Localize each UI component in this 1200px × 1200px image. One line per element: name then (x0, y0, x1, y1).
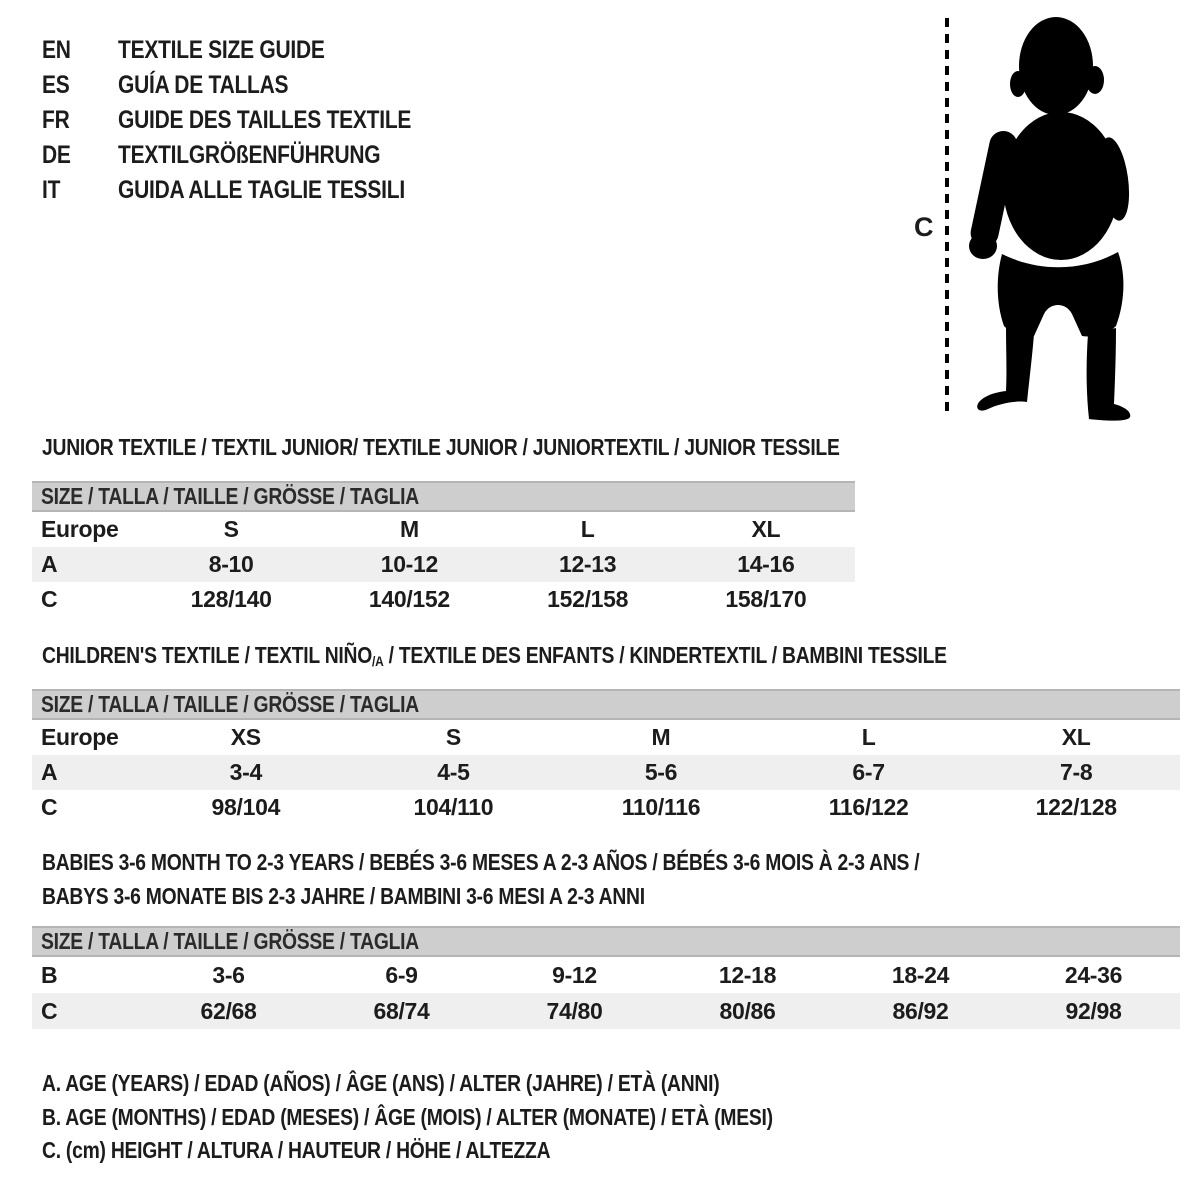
table-cell: 80/86 (719, 997, 776, 1024)
table-cell: 158/170 (725, 586, 807, 612)
table-cell: 86/92 (892, 997, 949, 1024)
table-cell: 6-9 (385, 961, 418, 988)
table-cell: 104/110 (413, 794, 494, 820)
table-cell: S (223, 516, 239, 542)
table-cell: 18-24 (891, 961, 950, 988)
babies-section-title-line2: BABYS 3-6 MONATE BIS 2-3 JAHRE / BAMBINI 3-6 MESI A 2-3 ANNI (42, 883, 645, 909)
table-cell: 3-4 (229, 759, 262, 785)
table-row-europe (32, 512, 855, 547)
table-cell: 140/152 (368, 586, 450, 612)
row-label: Europe (41, 724, 119, 750)
table-cell: 7-8 (1060, 759, 1093, 785)
row-label: C (41, 586, 58, 612)
table-cell: 92/98 (1065, 997, 1122, 1024)
row-label: A (41, 551, 58, 577)
table-row-c (32, 993, 1180, 1029)
children-size-table (32, 689, 1180, 825)
row-label: B (41, 961, 58, 988)
table-cell: 68/74 (373, 997, 430, 1024)
table-cell: 12-18 (718, 961, 777, 988)
language-code: EN (42, 36, 71, 64)
table-cell: 110/116 (621, 794, 701, 820)
height-measure-dashed-line (944, 18, 952, 418)
language-title: GUIDE DES TAILLES TEXTILE (118, 106, 412, 134)
table-cell: 14-16 (737, 551, 795, 577)
table-row-a (32, 547, 855, 582)
footnote-age-months: B. AGE (MONTHS) / EDAD (MESES) / ÂGE (MOIS) / ALTER (MONATE) / ETÀ (MESI) (42, 1104, 773, 1130)
table-cell: 4-5 (437, 759, 470, 785)
table-cell: 9-12 (552, 961, 597, 988)
children-section-title: CHILDREN'S TEXTILE / TEXTIL NIÑO/A / TEXTILE DES ENFANTS / KINDERTEXTIL / BAMBINI TESSILE (42, 642, 947, 670)
language-title: GUÍA DE TALLAS (118, 71, 289, 99)
footnote-height-cm: C. (cm) HEIGHT / ALTURA / HAUTEUR / HÖHE / ALTEZZA (42, 1137, 551, 1163)
table-cell: 116/122 (828, 794, 909, 820)
table-cell: 12-13 (558, 551, 617, 577)
language-title-block (42, 33, 467, 208)
table-cell: 128/140 (190, 586, 272, 612)
table-cell: 98/104 (211, 794, 281, 820)
table-cell: 62/68 (200, 997, 257, 1024)
language-code: FR (42, 106, 70, 134)
language-row-fr (42, 103, 467, 138)
size-header-band: SIZE / TALLA / TAILLE / GRÖSSE / TAGLIA (32, 689, 1180, 720)
table-row-b (32, 957, 1180, 993)
table-row-europe (32, 720, 1180, 755)
table-row-a (32, 755, 1180, 790)
table-cell: L (580, 516, 595, 542)
language-code: IT (42, 176, 61, 204)
language-row-en (42, 33, 467, 68)
table-cell: 5-6 (644, 759, 678, 785)
row-label: Europe (41, 516, 119, 542)
language-title: TEXTILE SIZE GUIDE (118, 36, 325, 64)
height-measure-label: C (914, 212, 934, 242)
table-cell: M (651, 724, 671, 750)
table-cell: S (445, 724, 461, 750)
footnote-age-years: A. AGE (YEARS) / EDAD (AÑOS) / ÂGE (ANS) / ALTER (JAHRE) / ETÀ (ANNI) (42, 1070, 720, 1096)
junior-size-table (32, 481, 855, 617)
table-cell: XL (1061, 724, 1091, 750)
toddler-silhouette-icon (962, 14, 1140, 424)
language-row-it (42, 173, 467, 208)
table-row-c (32, 582, 855, 617)
table-cell: 24-36 (1064, 961, 1123, 988)
babies-section-title-line1: BABIES 3-6 MONTH TO 2-3 YEARS / BEBÉS 3-6 MESES A 2-3 AÑOS / BÉBÉS 3-6 MOIS À 2-3 ANS / (42, 849, 920, 875)
nino-a-subscript: /A (372, 654, 384, 670)
language-title: GUIDA ALLE TAGLIE TESSILI (118, 176, 405, 204)
table-cell: 6-7 (852, 759, 885, 785)
table-cell: 10-12 (380, 551, 439, 577)
row-label: C (41, 794, 58, 820)
table-cell: M (399, 516, 419, 542)
size-header-band: SIZE / TALLA / TAILLE / GRÖSSE / TAGLIA (32, 481, 855, 512)
row-label: C (41, 997, 58, 1024)
table-cell: 3-6 (212, 961, 245, 988)
table-cell: 152/158 (547, 586, 629, 612)
language-code: ES (42, 71, 70, 99)
junior-section-title: JUNIOR TEXTILE / TEXTIL JUNIOR/ TEXTILE JUNIOR / JUNIORTEXTIL / JUNIOR TESSILE (42, 434, 840, 460)
row-label: A (41, 759, 58, 785)
language-row-de (42, 138, 467, 173)
language-code: DE (42, 141, 71, 169)
table-cell: XL (751, 516, 781, 542)
language-title: TEXTILGRÖßENFÜHRUNG (118, 141, 381, 169)
table-cell: 8-10 (208, 551, 254, 577)
table-cell: 74/80 (546, 997, 603, 1024)
table-cell: XS (230, 724, 261, 750)
table-cell: 122/128 (1035, 794, 1117, 820)
table-cell: L (861, 724, 876, 750)
table-row-c (32, 790, 1180, 825)
language-row-es (42, 68, 467, 103)
babies-size-table (32, 926, 1180, 1029)
size-header-band: SIZE / TALLA / TAILLE / GRÖSSE / TAGLIA (32, 926, 1180, 957)
